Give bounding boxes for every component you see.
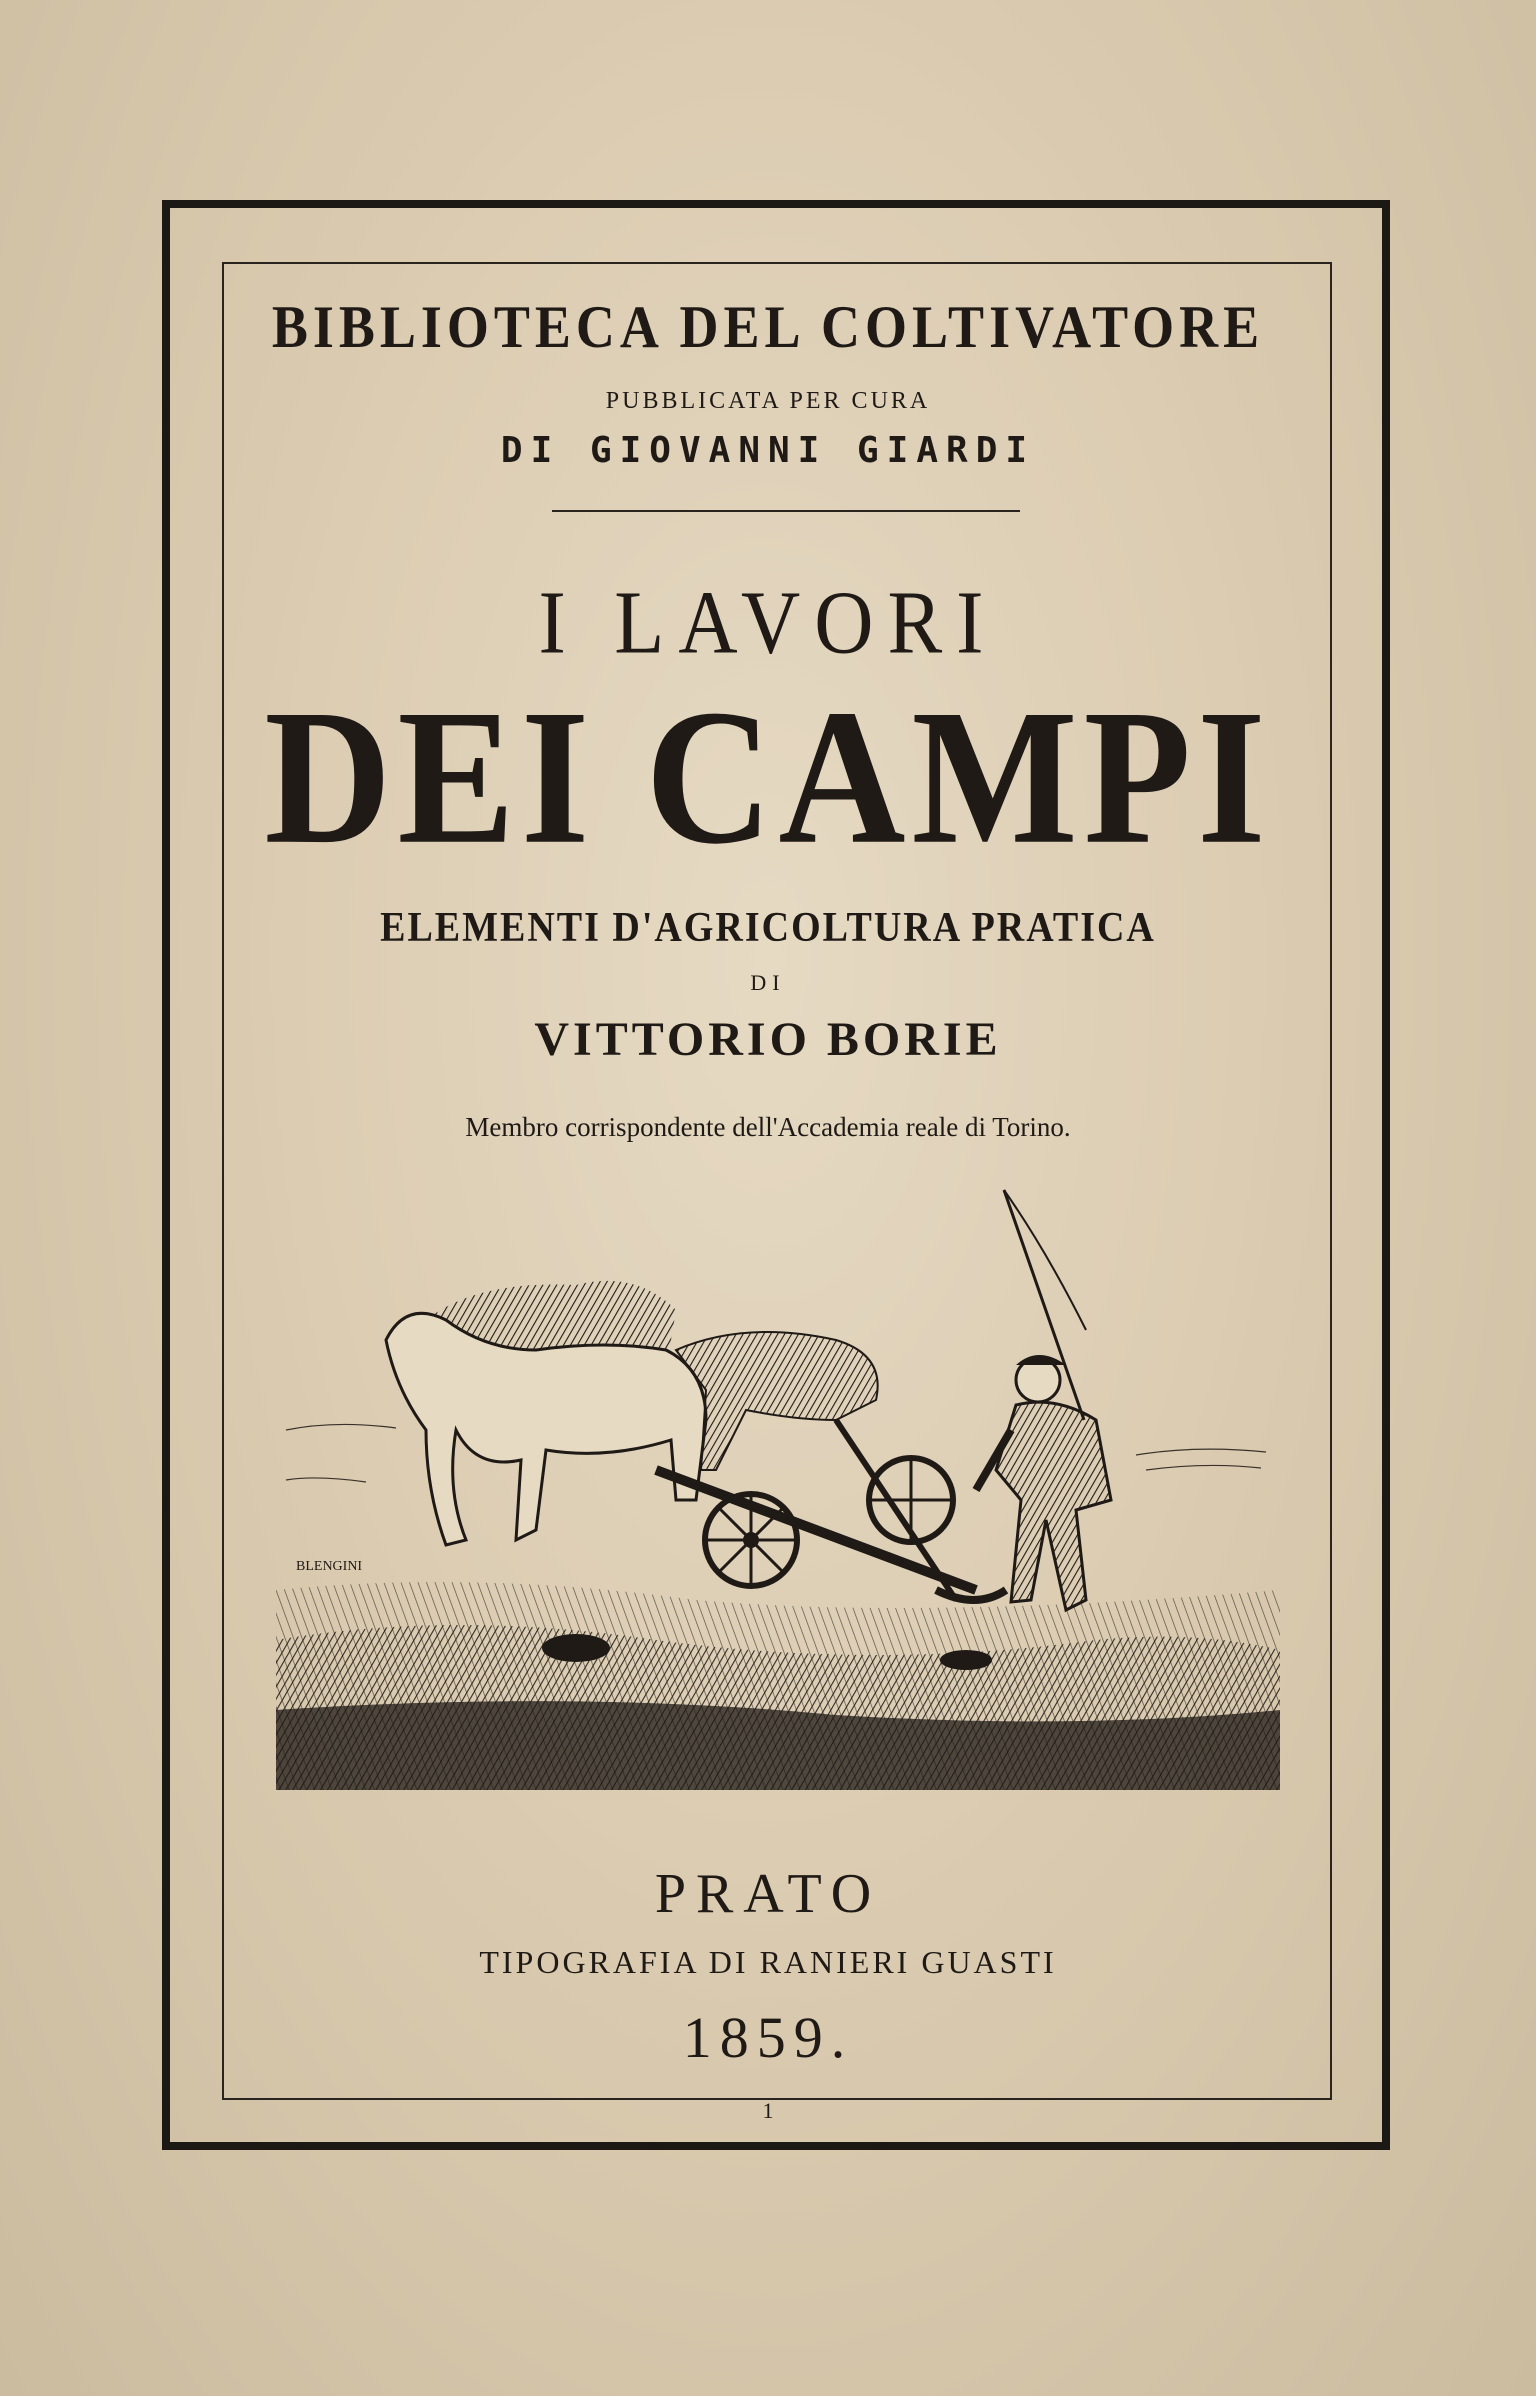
- curated-by-line: PUBBLICATA PER CURA: [605, 388, 931, 414]
- title-line-2: DEI CAMPI: [264, 670, 1272, 885]
- imprint-printer: TIPOGRAFIA DI RANIERI GUASTI: [479, 1944, 1057, 1980]
- imprint-year: 1859.: [682, 2005, 854, 2070]
- author-name: VITTORIO BORIE: [534, 1013, 1002, 1066]
- title-line-1: I LAVORI: [538, 572, 998, 673]
- author-affiliation: Membro corrispondente dell'Accademia reale di Torino.: [465, 1112, 1071, 1142]
- divider-rule: [552, 510, 1020, 512]
- subtitle: ELEMENTI D'AGRICOLTURA PRATICA: [380, 904, 1156, 952]
- editor-name: DI GIOVANNI GIARDI: [500, 430, 1036, 471]
- by-label: DI: [750, 970, 786, 995]
- engraver-signature: BLENGINI: [296, 1559, 363, 1574]
- imprint-place: PRATO: [654, 1863, 882, 1925]
- series-title: BIBLIOTECA DEL COLTIVATORE: [271, 293, 1265, 361]
- ploughing-scene-engraving: [276, 1170, 1280, 1790]
- signature-mark: 1: [762, 2098, 774, 2123]
